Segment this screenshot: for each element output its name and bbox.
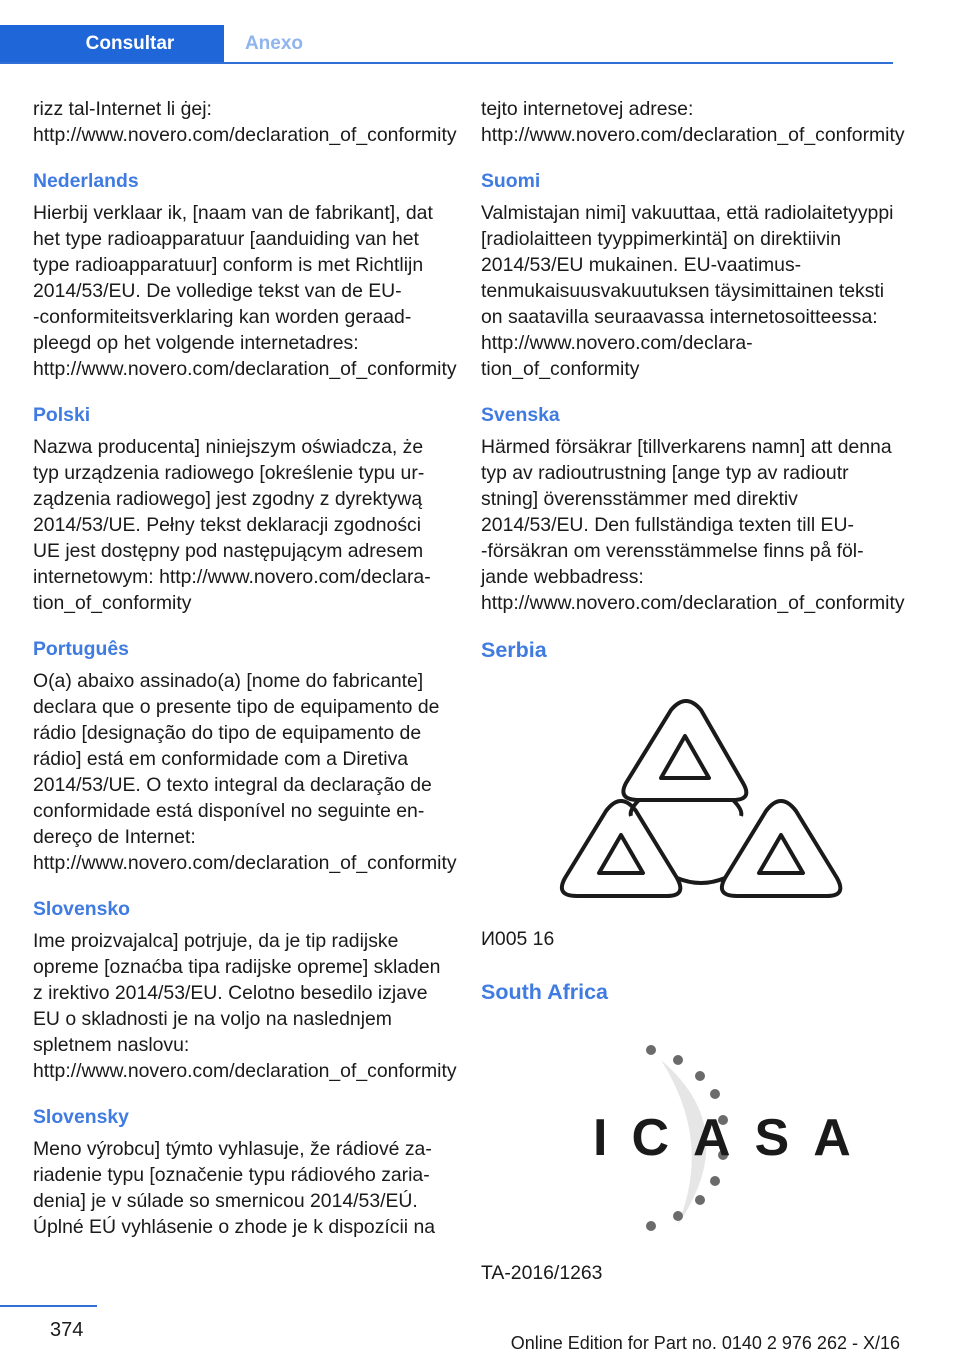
heading-nederlands: Nederlands (33, 170, 139, 192)
intro-text-right: tejto internetovej adrese: http://www.novero.com/declaration_of_conformity (481, 98, 905, 146)
heading-serbia: Serbia (481, 638, 547, 662)
text-slovensky: Meno výrobcu] týmto vyhlasuje, že rádiové zariadenie typu [označenie typu rádiového zariadenia] je v súlade so smernicou 2014/53/EÚ. Úplné EÚ vyhlásenie o zhode je k dispozícii na (33, 1138, 436, 1238)
tab-anexo[interactable] (224, 25, 324, 62)
left-column (33, 96, 457, 1260)
text-polski: Nazwa producenta] niniejszym oświadcza, że typ urządzenia radiowego [określenie typu urządzenia radiowego] jest zgodny z dyrektywą 2014/53/UE. Pełny tekst deklaracji zgodności UE jest dostępny pod następującym adresem internetowym: http://www.novero.com/declaration_of_conformity (33, 436, 431, 614)
icasa-wordmark: ICASA (593, 1109, 875, 1167)
header-tabs (0, 25, 893, 64)
tab-anexo-label: Anexo (244, 33, 304, 54)
text-nederlands: Hierbij verklaar ik, [naam van de fabrikant], dat het type radioapparatuur [aanduiding van het type radioapparatuur] conform is met Richtlijn 2014/53/EU. De volledige tekst van de EU-‑conformiteitsverklaring kan worden geraadpleegd op het volgende internetadres: http://www.novero.com/declaration_of_conformity (33, 202, 457, 380)
page-number: 374 (50, 1319, 84, 1341)
triangles-icon (481, 688, 901, 910)
intro-text-left: rizz tal‑Internet li ġej: http://www.novero.com/declaration_of_conformity (33, 98, 457, 146)
text-suomi: Valmistajan nimi] vakuuttaa, että radiolaitetyyppi [radiolaitteen tyyppimerkintä] on direktiivin 2014/53/EU mukainen. EU-vaatimustenmukaisuusvakuutuksen täysimittainen teksti on saatavilla seuraavassa internetosoitteessa: http://www.novero.com/declaration_of_conformity (481, 202, 894, 380)
text-slovensko: Ime proizvajalca] potrjuje, da je tip radijske opreme [oznaćba tipa radijske opreme] skladen z irektivo 2014/53/EU. Celotno besedilo izjave EU o skladnosti je na voljo na naslednjem spletnem naslovu: http://www.novero.com/declaration_of_conformity (33, 930, 457, 1082)
tab-consultar[interactable] (0, 25, 224, 62)
text-portugues: O(a) abaixo assinado(a) [nome do fabricante] declara que o presente tipo de equipamento de rádio [designação do tipo de equipamento de rádio] está em conformidade com a Diretiva 2014/53/UE. O texto integral da declaração de conformidade está disponível no seguinte endereço de Internet: http://www.novero.com/declaration_of_conformity (33, 670, 457, 874)
heading-slovensko: Slovensko (33, 898, 130, 920)
text-svenska: Härmed försäkrar [tillverkarens namn] att denna typ av radioutrustning [ange typ av radioutr stning] överensstämmer med direktiv 2014/53/EU. Den fullständiga texten till EU-‑försäkran om verensstämmelse finns på följande webbadress: http://www.novero.com/declaration_of_conformity (481, 436, 905, 614)
heading-suomi: Suomi (481, 170, 541, 192)
serbia-cert-number: И005 16 (481, 928, 555, 950)
heading-portugues: Português (33, 638, 129, 660)
heading-slovensky: Slovensky (33, 1106, 129, 1128)
south-africa-cert-number: TA-2016/1263 (481, 1262, 603, 1284)
heading-svenska: Svenska (481, 404, 560, 426)
heading-south-africa: South Africa (481, 980, 609, 1004)
heading-polski: Polski (33, 404, 91, 426)
edition-text: Online Edition for Part no. 0140 2 976 262 - X/16 (510, 1333, 900, 1353)
right-column (481, 96, 905, 1312)
tab-consultar-label: Consultar (85, 33, 175, 54)
serbia-triangle-logo (481, 688, 901, 910)
icasa-logo (481, 1030, 901, 1246)
footer-rule (0, 1305, 97, 1307)
